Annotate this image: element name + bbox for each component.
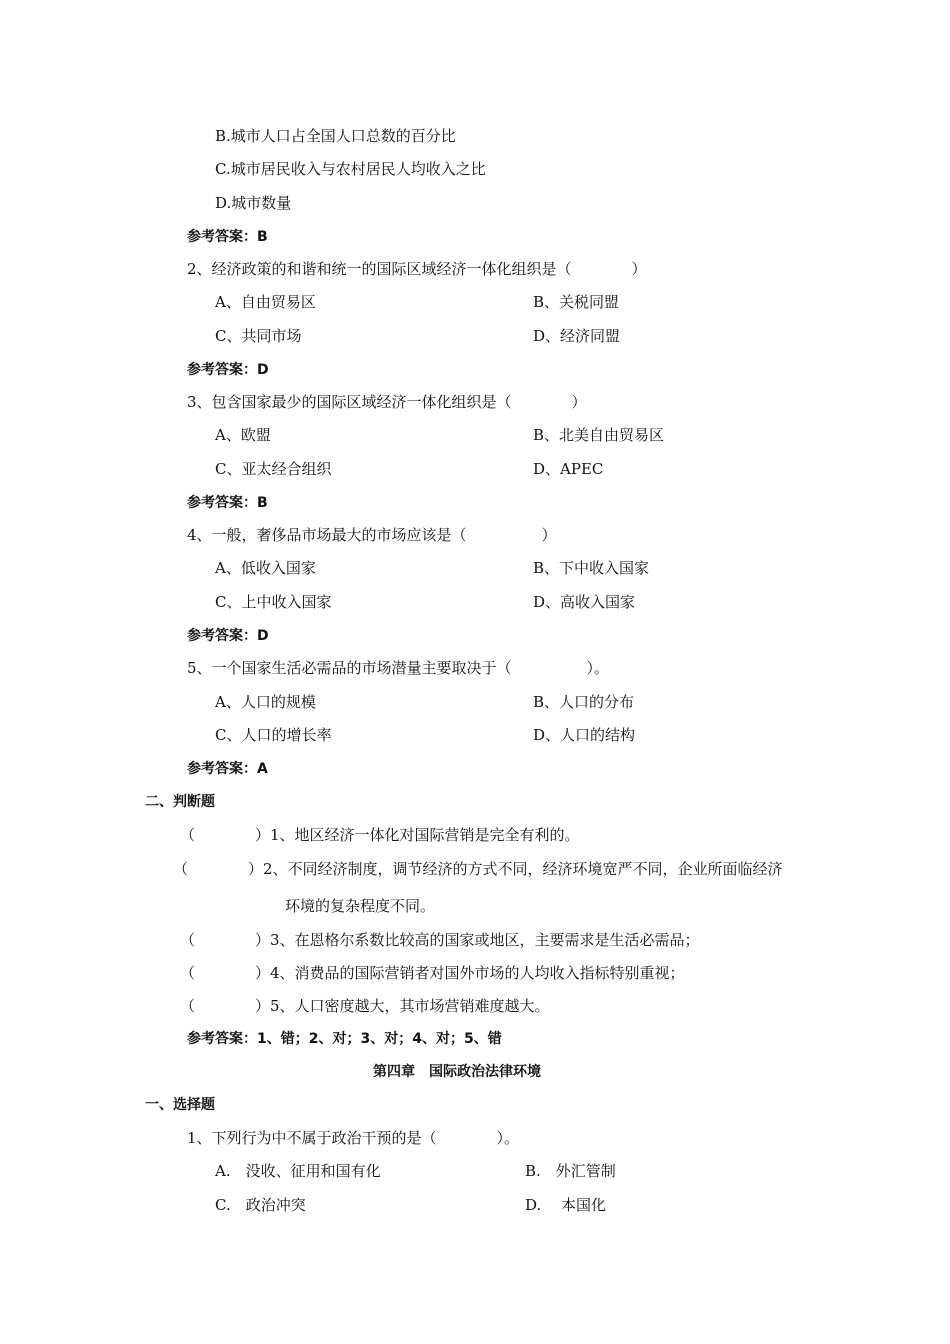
section-heading: 一、选择题 [145,1097,215,1113]
tf-item: （ ）3、在恩格尔系数比较高的国家或地区，主要需求是生活必需品； [180,931,700,949]
option-c: C、亚太经合组织 [215,460,332,478]
option-a: A、自由贸易区 [215,293,316,311]
option-d: D、人口的结构 [533,726,636,744]
option-a: A、低收入国家 [215,559,316,577]
option-b: B、关税同盟 [533,293,620,311]
option-c: C、共同市场 [215,327,302,345]
option-c: C.城市居民收入与农村居民人均收入之比 [215,160,486,178]
option-c: C、人口的增长率 [215,726,332,744]
answer: 参考答案：D [187,628,269,644]
option-c: C、上中收入国家 [215,593,332,611]
question-stem: 3、包含国家最少的国际区域经济一体化组织是（ ） [187,393,587,411]
tf-item: （ ）4、消费品的国际营销者对国外市场的人均收入指标特别重视； [180,964,685,982]
option-b: B、北美自由贸易区 [533,426,665,444]
option-d: D. 本国化 [525,1196,607,1214]
option-b: B. 外汇管制 [525,1162,616,1180]
answer: 参考答案：D [187,362,269,378]
option-d: D.城市数量 [215,194,292,212]
option-d: D、APEC [533,460,604,478]
tf-item-continuation: 环境的复杂程度不同。 [285,897,436,915]
question-stem: 1、下列行为中不属于政治干预的是（ ）。 [187,1129,520,1147]
tf-item: （ ）1、地区经济一体化对国际营销是完全有利的。 [180,826,580,844]
option-d: D、经济同盟 [533,327,621,345]
option-a: A. 没收、征用和国有化 [215,1162,381,1180]
question-stem: 4、一般，奢侈品市场最大的市场应该是（ ） [187,526,557,544]
option-b: B.城市人口占全国人口总数的百分比 [215,127,456,145]
question-stem: 2、经济政策的和谐和统一的国际区域经济一体化组织是（ ） [187,260,647,278]
option-b: B、人口的分布 [533,693,635,711]
option-a: A、欧盟 [215,426,271,444]
option-a: A、人口的规模 [215,693,316,711]
section-heading: 二、判断题 [145,794,215,810]
answer: 参考答案：B [187,229,268,245]
option-d: D、高收入国家 [533,593,636,611]
option-c: C. 政治冲突 [215,1196,306,1214]
answer: 参考答案：1、错；2、对；3、对；4、对；5、错 [187,1031,502,1047]
answer: 参考答案：B [187,495,268,511]
chapter-title: 第四章 国际政治法律环境 [373,1064,541,1080]
answer: 参考答案：A [187,761,268,777]
question-stem: 5、一个国家生活必需品的市场潜量主要取决于（ ）。 [187,659,610,677]
tf-item: （ ）5、人口密度越大，其市场营销难度越大。 [180,997,550,1015]
tf-item: （ ）2、不同经济制度，调节经济的方式不同，经济环境宽严不同，企业所面临经济 [173,860,783,878]
option-b: B、下中收入国家 [533,559,650,577]
